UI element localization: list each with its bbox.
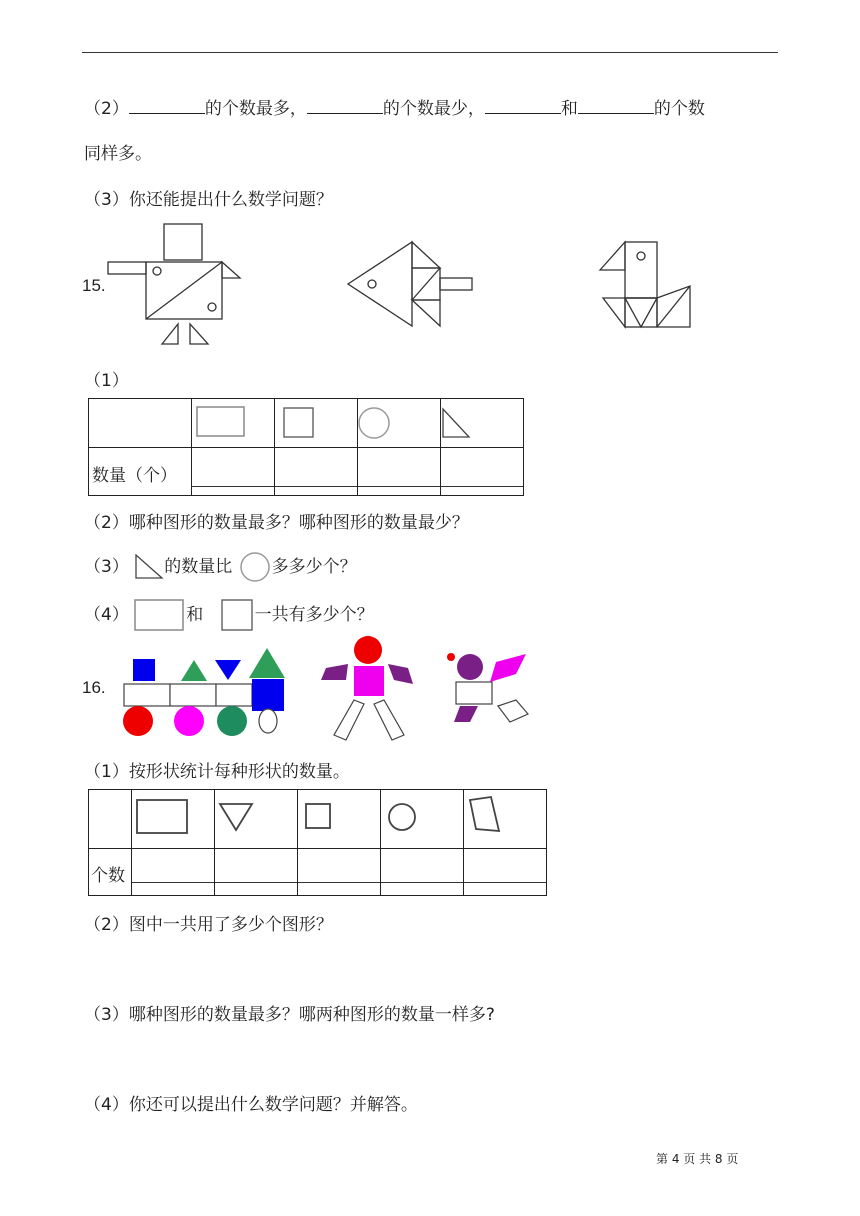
q14-part2-text3: 和 bbox=[560, 99, 578, 119]
answer-cell[interactable] bbox=[298, 849, 381, 896]
bird-tail-triangle bbox=[222, 262, 240, 278]
q15-part3 bbox=[84, 552, 357, 582]
answer-cell[interactable] bbox=[132, 849, 215, 896]
bird-hat-square bbox=[164, 224, 202, 260]
square-icon bbox=[284, 408, 313, 437]
circle-icon bbox=[389, 804, 415, 830]
bird-leg-triangle bbox=[190, 324, 208, 344]
duck-beak-triangle bbox=[600, 242, 625, 270]
fish-fin-triangle bbox=[412, 300, 440, 326]
train-blue-square bbox=[252, 679, 284, 711]
answer-blank[interactable] bbox=[485, 95, 561, 114]
circle-icon bbox=[238, 552, 272, 582]
duck-body-triangle bbox=[603, 298, 625, 327]
robot-leg-rectangle bbox=[334, 700, 364, 740]
robot-purple-parallelogram bbox=[321, 664, 348, 680]
table-corner-cell bbox=[89, 399, 192, 448]
robot-magenta-square bbox=[354, 666, 384, 696]
quadrilateral-icon bbox=[470, 797, 499, 831]
train-green-circle bbox=[217, 706, 247, 736]
robot-red-circle bbox=[354, 636, 382, 664]
header-rule bbox=[82, 52, 778, 53]
answer-blank[interactable] bbox=[578, 95, 654, 114]
train-blue-square bbox=[133, 659, 155, 681]
dog-purple-parallelogram bbox=[454, 706, 478, 722]
circle-icon bbox=[359, 408, 389, 438]
dog-magenta-parallelogram bbox=[490, 654, 526, 682]
dog-red-circle bbox=[447, 653, 455, 661]
row-label: 个数 bbox=[91, 866, 125, 886]
train-rectangle bbox=[124, 684, 170, 706]
train-magenta-circle bbox=[174, 706, 204, 736]
square-icon bbox=[221, 598, 255, 632]
q14-part2-continued: 同样多。 bbox=[84, 144, 152, 164]
rectangle-icon bbox=[137, 800, 187, 833]
q15-figures bbox=[100, 220, 700, 350]
table-corner-cell bbox=[89, 790, 132, 849]
robot-leg-rectangle bbox=[374, 700, 404, 740]
row-label-cell bbox=[89, 849, 132, 896]
q14-part2-text2: 的个数最少， bbox=[382, 99, 485, 119]
answer-cell[interactable] bbox=[358, 448, 441, 496]
dog-purple-circle bbox=[457, 654, 483, 680]
fish-eye-circle bbox=[368, 280, 376, 288]
page-footer: 第 4 页 共 8 页 bbox=[656, 1152, 739, 1166]
rectangle-icon bbox=[197, 407, 244, 436]
answer-cell[interactable] bbox=[381, 849, 464, 896]
fish-head-triangle bbox=[348, 242, 412, 326]
header-cell-rectangle bbox=[192, 399, 275, 448]
right-triangle-icon bbox=[443, 409, 469, 437]
q15-part1: （1） bbox=[84, 371, 129, 391]
q16-part1: （1）按形状统计每种形状的数量。 bbox=[84, 762, 350, 782]
q14-part3: （3）你还能提出什么数学问题？ bbox=[84, 190, 333, 210]
q16-count-table bbox=[88, 789, 547, 896]
q15-part2: （2）哪种图形的数量最多？哪种图形的数量最少？ bbox=[84, 513, 469, 533]
robot-purple-parallelogram bbox=[388, 664, 413, 684]
q15-number: 15. bbox=[82, 276, 106, 295]
answer-cell[interactable] bbox=[215, 849, 298, 896]
q15-part4-prefix: （4） bbox=[84, 605, 129, 625]
answer-cell[interactable] bbox=[192, 448, 275, 496]
q14-part2 bbox=[84, 94, 705, 119]
train-rectangle bbox=[170, 684, 216, 706]
square-icon bbox=[306, 804, 330, 828]
row-label-cell bbox=[89, 448, 192, 496]
duck-neck-rectangle bbox=[625, 242, 657, 298]
header-cell-triangle bbox=[215, 790, 298, 849]
header-cell-quadrilateral bbox=[464, 790, 547, 849]
row-label: 数量（个） bbox=[92, 466, 177, 486]
q15-part3-suffix: 多多少个？ bbox=[271, 557, 357, 577]
triangle-icon bbox=[220, 804, 252, 830]
bird-circle bbox=[208, 303, 216, 311]
q15-part3-mid: 的数量比 bbox=[164, 557, 233, 577]
answer-cell[interactable] bbox=[441, 448, 524, 496]
fish-fin-triangle bbox=[412, 242, 440, 268]
q16-figures bbox=[118, 634, 538, 746]
dog-quadrilateral bbox=[498, 700, 528, 722]
header-cell-square bbox=[298, 790, 381, 849]
q15-count-table bbox=[88, 398, 524, 496]
q15-part4-suffix: 一共有多少个？ bbox=[254, 605, 374, 625]
train-green-triangle bbox=[249, 648, 285, 678]
q16-part3: （3）哪种图形的数量最多？哪两种图形的数量一样多? bbox=[84, 1005, 495, 1025]
dog-rectangle bbox=[456, 682, 492, 704]
q15-part4 bbox=[84, 598, 374, 632]
answer-blank[interactable] bbox=[129, 95, 205, 114]
q14-part2-text1: 的个数最多， bbox=[204, 99, 307, 119]
train-green-triangle bbox=[181, 660, 207, 681]
q16-part2: （2）图中一共用了多少个图形？ bbox=[84, 915, 333, 935]
fish-tail-rectangle bbox=[440, 278, 472, 290]
train-blue-triangle bbox=[215, 660, 241, 680]
q16-number: 16. bbox=[82, 678, 106, 697]
bird-eye-circle bbox=[153, 267, 161, 275]
q14-part2-text4: 的个数 bbox=[653, 99, 705, 119]
bird-leg-triangle bbox=[162, 324, 178, 344]
header-cell-rectangle bbox=[132, 790, 215, 849]
right-triangle-icon bbox=[134, 554, 164, 580]
rectangle-icon bbox=[134, 598, 186, 632]
header-cell-triangle bbox=[441, 399, 524, 448]
train-rectangle bbox=[216, 684, 252, 706]
header-cell-circle bbox=[358, 399, 441, 448]
q14-part2-prefix: （2） bbox=[84, 99, 129, 119]
answer-cell[interactable] bbox=[464, 849, 547, 896]
bird-beak-rectangle bbox=[108, 262, 146, 274]
train-red-circle bbox=[123, 706, 153, 736]
duck-body-triangle bbox=[625, 298, 657, 327]
q15-part3-prefix: （3） bbox=[84, 557, 129, 577]
duck-eye-circle bbox=[637, 252, 645, 260]
header-cell-circle bbox=[381, 790, 464, 849]
q15-part4-mid: 和 bbox=[186, 605, 204, 625]
train-oval bbox=[259, 709, 277, 733]
q16-part4: （4）你还可以提出什么数学问题？并解答。 bbox=[84, 1095, 418, 1115]
answer-blank[interactable] bbox=[307, 95, 383, 114]
answer-cell[interactable] bbox=[275, 448, 358, 496]
header-cell-square bbox=[275, 399, 358, 448]
